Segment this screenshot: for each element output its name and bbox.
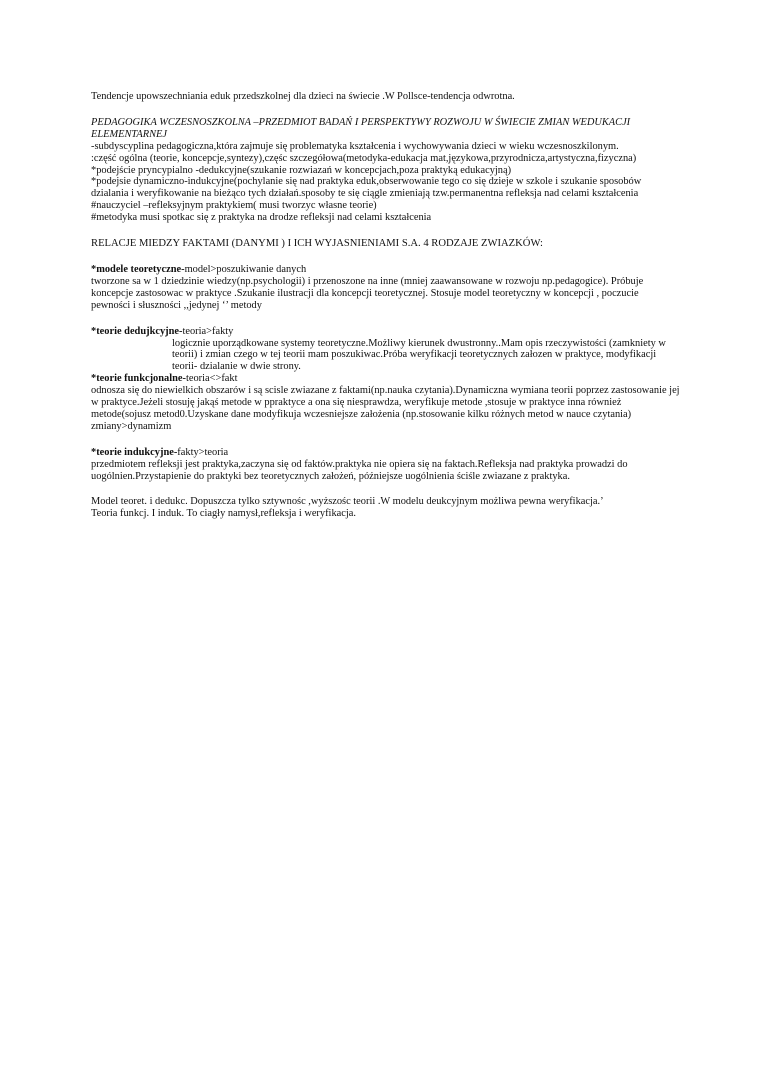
- spacer: [91, 103, 681, 117]
- intro-line: Tendencje upowszechniania eduk przedszkolnej dla dzieci na świecie .W Pollsce-tendencja odwrotna.: [91, 91, 515, 102]
- funkcjonalne-heading-bold: *teorie funkcjonalne-: [91, 373, 186, 385]
- section-title-line1: PEDAGOGIKA WCZESNOSZKOLNA –PRZEDMIOT BADAŃ I PERSPEKTYWY ROZWOJU W ŚWIECIE ZMIAN WEDUKACJI: [91, 116, 631, 128]
- relacje-heading: RELACJE MIEDZY FAKTAMI (DANYMI ) I ICH WYJASNIENIAMI S.A. 4 RODZAJE ZWIAZKÓW:: [91, 238, 543, 250]
- indukcyjne-line: uogólnien.Przystapienie do praktyki bez teoretycznych założeń, późniejsze uogólnienia ściśle zwiazane z praktyka.: [91, 470, 570, 482]
- section-title: [91, 117, 681, 141]
- indukcyjne-heading-rest: fakty>teoria: [177, 446, 229, 458]
- document-body: [91, 91, 681, 520]
- modele-heading: [91, 264, 681, 276]
- section-line: :część ogólna (teorie, koncepcje,syntezy),częśc szczegółowa(metodyka-edukacja mat,językowa,przyrodnicza,artystyczna,fizyczna): [91, 152, 637, 164]
- section-line: #nauczyciel –refleksyjnym praktykiem( musi tworzyc własne teorie): [91, 200, 377, 212]
- section-line: dzialania i weryfikowanie na bieżąco tych działań.sposoby te się ciągle zmieniają tzw.permanentna refleksja nad celami kształcenia: [91, 188, 639, 200]
- dedukcyjne-heading: [91, 326, 681, 338]
- indukcyjne-line: przedmiotem refleksji jest praktyka,zaczyna się od faktów.praktyka nie opiera się na faktach.Refleksja nad praktyka prowadzi do: [91, 458, 628, 470]
- closing-line: Teoria funkcj. I induk. To ciagły namysł,refleksja i weryfikacja.: [91, 508, 356, 520]
- funkcjonalne-line: metode(sojusz metod0.Uzyskane dane modyfikuja wczesniejsze założenia (np.stosowanie kilku różnych metod w nauce czytania): [91, 408, 632, 420]
- funkcjonalne-heading: [91, 373, 681, 385]
- modele-line: tworzone sa w 1 dziedzinie wiedzy(np.psychologii) i przenoszone na inne (mniej zaawansowane w rozwoju np.pedagogice). Próbuje: [91, 275, 644, 287]
- closing-line: Model teoret. i dedukc. Dopuszcza tylko sztywnośc ,wyższośc teorii .W modelu deukcyjnym możliwa pewna weryfikacja.’: [91, 496, 604, 508]
- section-line: *podejście pryncypialno -dedukcyjne(szukanie rozwiazań w koncepcjach,poza praktyką edukacyjną): [91, 164, 512, 176]
- modele-heading-rest: model>poszukiwanie danych: [184, 263, 307, 275]
- modele-heading-bold: *modele teoretyczne-: [91, 263, 185, 275]
- dedukcyjne-heading-rest: teoria>fakty: [182, 325, 234, 337]
- modele-line: koncepcje zastosowac w praktyce .Szukanie ilustracji dla koncepcji teoretycznej. Stosuje model teoretyczny w koncepcji , poczucie: [91, 287, 639, 299]
- spacer: [91, 312, 681, 326]
- funkcjonalne-line: zmiany>dynamizm: [91, 420, 172, 432]
- funkcjonalne-line: odnosza się do niewielkich obszarów i są scisle zwiazane z faktami(np.nauka czytania).Dynamiczna wymiana teorii poprzez zastosowanie jej: [91, 385, 680, 397]
- spacer: [91, 482, 681, 496]
- indukcyjne-heading-bold: *teorie indukcyjne-: [91, 446, 178, 458]
- section-line: #metodyka musi spotkac się z praktyka na drodze refleksji nad celami kształcenia: [91, 212, 432, 224]
- dedukcyjne-line: teorii- dzialanie w dwie strony.: [172, 361, 301, 373]
- section-line: *podejsie dynamiczno-indukcyjne(pochylanie się nad praktyka eduk,obserwowanie tego co się dzieje w szkole i szukanie sposobów: [91, 176, 642, 188]
- spacer: [91, 224, 681, 238]
- section-title-line2: ELEMENTARNEJ: [91, 128, 167, 140]
- spacer: [91, 433, 681, 447]
- dedukcyjne-line: teorii) i zmian czego w tej teorii mam poszukiwac.Próba weryfikacji teoretycznych załozen w praktyce, modyfikacji: [172, 349, 657, 361]
- indukcyjne-heading: [91, 447, 681, 459]
- spacer: [91, 250, 681, 264]
- modele-line: pewności i słuszności ,,jedynej ‘’ metody: [91, 299, 262, 311]
- dedukcyjne-line: logicznie uporządkowane systemy teoretyczne.Możliwy kierunek dwustronny..Mam opis rzeczywistości (zamkniety w: [172, 337, 666, 349]
- funkcjonalne-line: w praktyce.Jeżeli stosuję jakąś metode w pprakt​yce a ona się niesprawdza, weryfikuje metode ,stosuje w praktyce inna również: [91, 397, 622, 409]
- funkcjonalne-heading-rest: teoria<>fakt: [185, 373, 238, 385]
- dedukcyjne-heading-bold: *teorie dedujkcyjne-: [91, 325, 183, 337]
- section-line: -subdyscyplina pedagogiczna,która zajmuje się problematyka kształcenia i wychowywania dzieci w wieku wczesnoszkilonym.: [91, 140, 619, 152]
